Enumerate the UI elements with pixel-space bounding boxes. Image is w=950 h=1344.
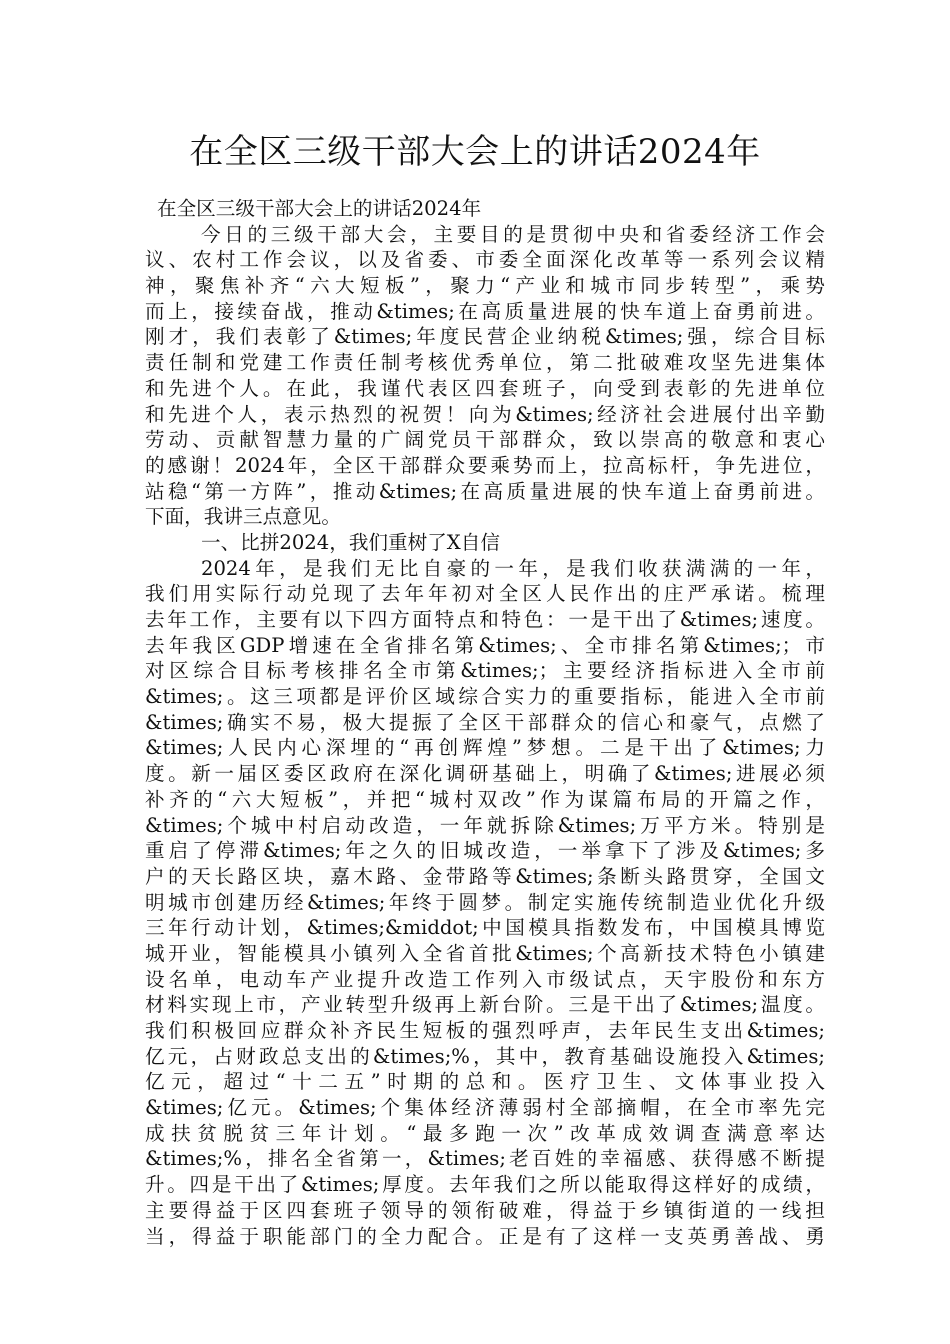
document-title: 在全区三级干部大会上的讲话2024年 bbox=[189, 132, 761, 172]
inline-title-line: 在全区三级干部大会上的讲话2024年 bbox=[157, 197, 482, 220]
body-line: &times;个城中村启动改造，一年就拆除&times;万平方米。特别是 bbox=[145, 813, 825, 837]
body-line: 亿元，占财政总支出的&times;%，其中，教育基础设施投入&times; bbox=[145, 1044, 825, 1068]
body-line: 对区综合目标考核排名全市第&times;；主要经济指标进入全市前 bbox=[145, 659, 825, 683]
body-line: &times;亿元。&times;个集体经济薄弱村全部摘帽，在全市率先完 bbox=[145, 1096, 825, 1120]
body-line: 下面，我讲三点意见。 bbox=[145, 505, 341, 529]
body-line: 亿元，超过“十二五”时期的总和。医疗卫生、文体事业投入 bbox=[145, 1070, 825, 1094]
document-body bbox=[145, 196, 825, 1249]
body-line: 和先进个人。在此，我谨代表区四套班子，向受到表彰的先进单位 bbox=[145, 376, 825, 400]
body-line: 2024年，是我们无比自豪的一年，是我们收获满满的一年， bbox=[201, 556, 825, 580]
body-line: 和先进个人，表示热烈的祝贺！向为&times;经济社会进展付出辛勤 bbox=[145, 402, 825, 426]
body-line: 神，聚焦补齐“六大短板”，聚力“产业和城市同步转型”，乘势 bbox=[145, 274, 825, 298]
body-line: &times;%，排名全省第一，&times;老百姓的幸福感、获得感不断提 bbox=[145, 1147, 825, 1171]
section-heading: 一、比拼2024，我们重树了X自信 bbox=[201, 530, 500, 554]
body-line: 重启了停滞&times;年之久的旧城改造，一举拿下了涉及&times;多 bbox=[145, 839, 825, 863]
body-line: 户的天长路区块，嘉木路、金带路等&times;条断头路贯穿，全国文 bbox=[145, 864, 825, 888]
body-line: 站稳“第一方阵”，推动&times;在高质量进展的快车道上奋勇前进。 bbox=[145, 479, 825, 503]
body-line: 劳动、贡献智慧力量的广阔党员干部群众，致以崇高的敬意和衷心 bbox=[145, 428, 825, 452]
body-line: &times;。这三项都是评价区域综合实力的重要指标，能进入全市前 bbox=[145, 685, 825, 709]
body-line: 的感谢！2024年，全区干部群众要乘势而上，拉高标杆，争先进位， bbox=[145, 453, 825, 477]
body-line: 升。四是干出了&times;厚度。去年我们之所以能取得这样好的成绩， bbox=[145, 1173, 825, 1197]
body-line: 去年我区GDP增速在全省排名第&times;、全市排名第&times;；市 bbox=[145, 633, 825, 657]
body-line: 刚才，我们表彰了&times;年度民营企业纳税&times;强，综合目标 bbox=[145, 325, 825, 349]
body-line: 明城市创建历经&times;年终于圆梦。制定实施传统制造业优化升级 bbox=[145, 890, 825, 914]
body-line: 今日的三级干部大会，主要目的是贯彻中央和省委经济工作会 bbox=[201, 222, 825, 246]
body-line: 而上，接续奋战，推动&times;在高质量进展的快车道上奋勇前进。 bbox=[145, 299, 825, 323]
body-line: 当，得益于职能部门的全力配合。正是有了这样一支英勇善战、勇 bbox=[145, 1224, 825, 1248]
body-line: 我们用实际行动兑现了去年年初对全区人民作出的庄严承诺。梳理 bbox=[145, 582, 825, 606]
body-line: 去年工作，主要有以下四方面特点和特色：一是干出了&times;速度。 bbox=[145, 608, 825, 631]
body-line: 我们积极回应群众补齐民生短板的强烈呼声，去年民生支出&times; bbox=[145, 1019, 825, 1042]
body-line: 材料实现上市，产业转型升级再上新台阶。三是干出了&times;温度。 bbox=[145, 993, 825, 1017]
body-line: 责任制和党建工作责任制考核优秀单位，第二批破难攻坚先进集体 bbox=[145, 351, 825, 375]
body-line: 主要得益于区四套班子领导的领衔破难，得益于乡镇街道的一线担 bbox=[145, 1198, 825, 1222]
body-line: 成扶贫脱贫三年计划。“最多跑一次”改革成效调查满意率达 bbox=[145, 1121, 825, 1145]
body-line: &times;人民内心深埋的“再创辉煌”梦想。二是干出了&times;力 bbox=[145, 736, 825, 760]
body-line: 议、农村工作会议，以及省委、市委全面深化改革等一系列会议精 bbox=[145, 248, 825, 272]
body-line: 设名单，电动车产业提升改造工作列入市级试点，天宇股份和东方 bbox=[145, 967, 825, 991]
body-line: 补齐的“六大短板”，并把“城村双改”作为谋篇布局的开篇之作， bbox=[145, 787, 825, 811]
body-line: 度。新一届区委区政府在深化调研基础上，明确了&times;进展必须 bbox=[145, 762, 825, 786]
body-line: 三年行动计划，&times;&middot;中国模具指数发布，中国模具博览 bbox=[145, 916, 825, 940]
body-line: &times;确实不易，极大提振了全区干部群众的信心和豪气，点燃了 bbox=[145, 710, 825, 734]
body-line: 城开业，智能模具小镇列入全省首批&times;个高新技术特色小镇建 bbox=[145, 941, 825, 965]
